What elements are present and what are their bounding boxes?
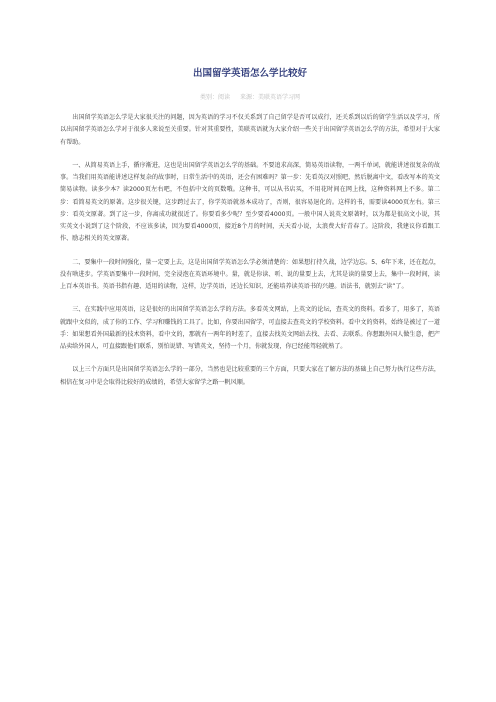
paragraph-2: 二、要集中一段时间强化，量一定要上去，这是出国留学英语怎么学必须清楚的：如果想打持久战，边学边忘。5、6年下来，还在起点，没有啥进步。学英语要集中一段时间，完全浸泡在英语环境中。量，就是你读、听、说的量要上去，尤其是读的量要上去，集中一段时间，读上百本英语书。英语书指有趣、适用的读物，这样，边学英语，还边长知识，还能培养读英语书的兴趣。语法书，就别去“读”了。 (60, 258, 440, 290)
paragraph-3: 三、在实践中应用英语，这是很好的出国留学英语怎么学的方法。多看英文网站，上英文的论坛，查英文的资料。看多了，用多了，英语就跟中文似的，成了你的工作、学习和赚钱的工具了。比如，你要出国留学，可直接去查英文的学校资料。看中文的资料，始终是被过了一道手：如果想看外国最新的技术资料，看中文的，那就有一两年的时差了，直接去找英文网站去找、去看、去联系。你想跟外国人做生意，把产品卖给外国人，可直接跟他们联系，别怕说错、写错英文，坚持一个月，你就发现，你已经能驾轻就熟了。 (60, 306, 440, 350)
paragraph-1: 一、从简易英语上手，循序渐进，这也是出国留学英语怎么学的基础。不要追求高深，简易英语读物，一两千单词，就能讲述很复杂的故事。当我们用英语能讲述这样复杂的故事时，日常生活中的英语，还会有困难吗？第一步：先看英汉对照吧，然后脱离中文，看改写本的英文简易读物。读多少本？读2000页左右吧，不包括中文的页数哦。这种书，可以从书店买，不用花时间在网上找，这种资料网上不多。第二步：看简易英文的原著。这步很关键，这步跨过去了，你学英语就基本成功了，否则，很容易退化的。这样的书，需要读4000页左右。第三步：看英文原著。到了这一步，你离成功就很近了。你要看多少呢？至少要看4000页。一般中国人说英文原著时，以为都是很高文小说，其实英文小说到了这个阶段，不应该多读，因为要看4000页，接近8个月的时间，天天看小说，太浪费大好青春了。这阶段，我建议你看跟工作、励志相关的英文原著。 (60, 161, 440, 243)
article-source: 来源：美联英语学习网 (239, 94, 300, 101)
article-body (60, 112, 440, 389)
article-meta (60, 93, 440, 102)
document-page (60, 0, 440, 400)
paragraph-conclusion: 以上三个方面只是出国留学英语怎么学的一部分，当然也是比较重要的三个方面，只要大家在了解方法的基础上自己努力执行这些方法，相信在复习中是会取得比较好的成绩的，希望大家留学之路一帆风顺。 (60, 366, 440, 386)
paragraph-intro: 出国留学英语怎么学是大家很关注的问题，因为英语的学习不仅关系到了自己留学是否可以成行，还关系到以后的留学生活以及学习，所以出国留学英语怎么学对于很多人来说至关重要。针对其重要性，美联英语就为大家介绍一些关于出国留学英语怎么学的方法，希望对于大家有帮助。 (60, 114, 440, 146)
article-title: 出国留学英语怎么学比较好 (192, 68, 307, 79)
article-category: 类别：阅读 (200, 94, 231, 101)
